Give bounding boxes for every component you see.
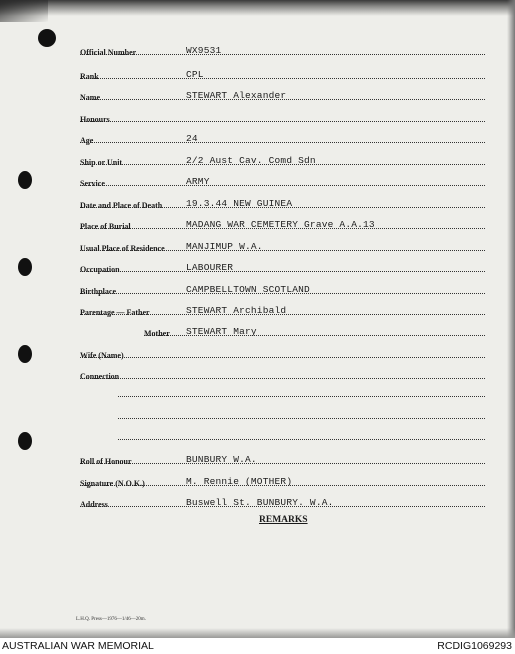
field-value: STEWART Alexander [186,90,287,101]
field-signature-nok [80,474,485,488]
footer-institution: AUSTRALIAN WAR MEMORIAL [2,640,154,652]
field-label: Mother [144,329,170,338]
scan-corner-shadow [0,0,48,22]
field-value: MADANG WAR CEMETERY Grave A.A.13 [186,219,375,230]
field-official-number [80,43,485,57]
footer-record-id: RCDIG1069293 [437,640,512,652]
field-value: CAMPBELLTOWN SCOTLAND [186,284,310,295]
field-label: Name [80,93,100,102]
connection-line [118,439,485,440]
field-label: Date and Place of Death [80,201,163,210]
punch-hole-1 [18,171,32,189]
field-roll-of-honour [80,452,485,466]
field-label: Signature (N.O.K.) [80,479,145,488]
punch-hole-3 [18,345,32,363]
field-label: Honours [80,115,110,124]
field-value: STEWART Mary [186,326,257,337]
field-label: Rank [80,72,99,81]
connection-line [118,396,485,397]
field-value: MANJIMUP W.A. [186,241,263,252]
print-code: L.H.Q. Press—1976—1/46—20m. [76,617,146,622]
field-label: Wife (Name) [80,351,124,360]
field-address [80,495,485,509]
punch-hole-4 [18,432,32,450]
scan-edge-shadow [507,0,515,638]
field-value: BUNBURY W.A. [186,454,257,465]
field-label: Service [80,179,105,188]
field-value: Buswell St. BUNBURY. W.A. [186,497,334,508]
connection-line [118,418,485,419]
field-label: Occupation [80,265,120,274]
archive-footer [0,638,515,654]
field-age [80,131,485,145]
field-birthplace [80,282,485,296]
field-service [80,174,485,188]
field-value: 19.3.44 NEW GUINEA [186,198,293,209]
field-date-place-of-death [80,196,485,210]
field-honours [80,110,485,124]
field-value: 24 [186,133,198,144]
field-label: Ship or Unit [80,158,123,167]
field-place-of-burial [80,217,485,231]
field-wife-name [80,346,485,360]
field-label: Address [80,500,108,509]
scan-top-shadow [0,0,515,16]
field-usual-place-of-residence [80,239,485,253]
field-value: STEWART Archibald [186,305,287,316]
field-value: WX9531 [186,45,222,56]
field-value: 2/2 Aust Cav. Comd Sdn [186,155,316,166]
field-rank [80,67,485,81]
field-parentage-father [80,303,485,317]
punch-hole-2 [18,258,32,276]
field-value: LABOURER [186,262,234,273]
field-label: Age [80,136,94,145]
scan-bottom-shadow [0,628,515,638]
field-value: M. Rennie (MOTHER) [186,476,293,487]
field-ship-or-unit [80,153,485,167]
field-label: Usual Place of Residence [80,244,165,253]
field-label: Connection [80,372,120,381]
field-name [80,88,485,102]
field-label: Roll of Honour [80,457,132,466]
field-label: Birthplace [80,287,116,296]
field-label: Place of Burial [80,222,131,231]
field-value: CPL [186,69,204,80]
field-connection [80,367,485,381]
field-value: ARMY [186,176,210,187]
field-label: Parentage — Father [80,308,150,317]
remarks-heading: REMARKS [259,515,308,525]
field-occupation [80,260,485,274]
field-parentage-mother [144,324,485,338]
punch-hole-top [38,29,56,47]
field-label: Official Number [80,48,137,57]
